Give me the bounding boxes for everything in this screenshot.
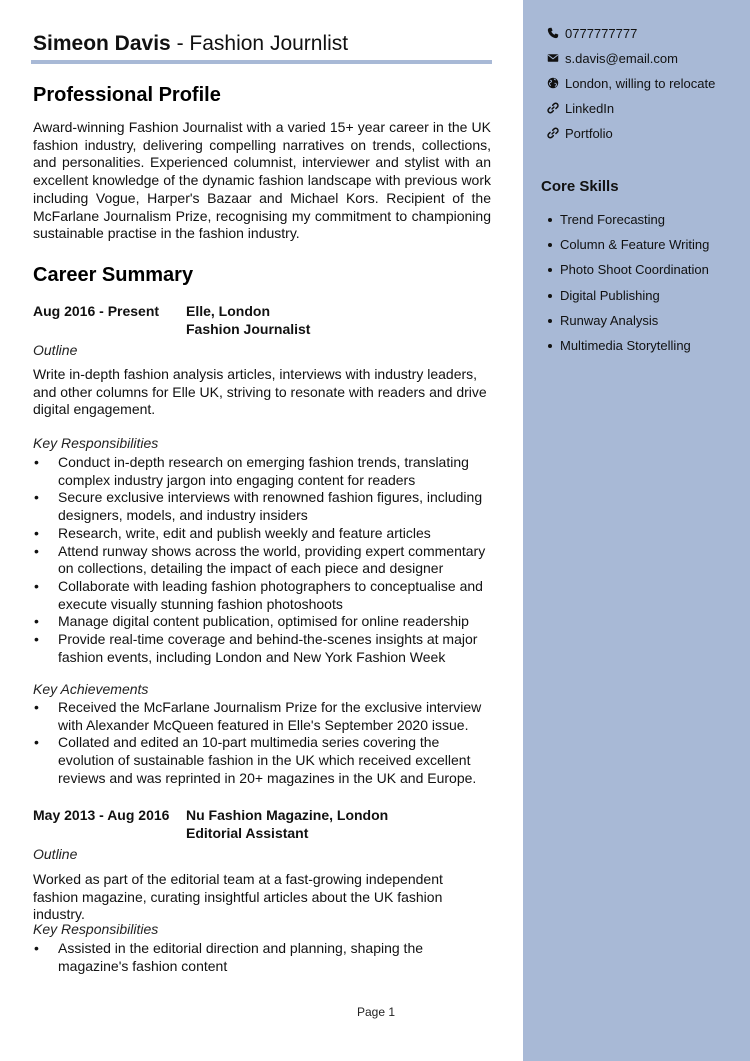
skill-item: Digital Publishing (547, 283, 709, 308)
contact-text: Portfolio (565, 126, 613, 141)
job-dates: May 2013 - Aug 2016 (33, 807, 170, 823)
contact-email[interactable] (547, 50, 678, 68)
skill-item: Photo Shoot Coordination (547, 257, 709, 282)
job-role: Fashion Journalist (186, 321, 311, 337)
list-item: • Collaborate with leading fashion photographers to conceptualise and execute visually stunning fashion photoshoots (33, 578, 491, 613)
list-item: • Conduct in-depth research on emerging fashion trends, translating complex industry jargon into engaging content for readers (33, 454, 491, 489)
job-dates: Aug 2016 - Present (33, 303, 160, 319)
contact-text: LinkedIn (565, 101, 615, 116)
list-item: • Provide real-time coverage and behind-the-scenes insights at major fashion events, including London and New York Fashion Week (33, 631, 491, 666)
contact-linkedin[interactable] (547, 100, 614, 118)
phone-icon (547, 27, 559, 39)
list-item: • Research, write, edit and publish weekly and feature articles (33, 525, 491, 543)
responsibilities-label: Key Responsibilities (33, 921, 159, 937)
skill-item: Runway Analysis (547, 308, 709, 333)
list-item: • Assisted in the editorial direction and planning, shaping the magazine's fashion content (33, 940, 491, 975)
contact-text: s.davis@email.com (565, 51, 678, 66)
link-icon (547, 102, 559, 114)
link-icon (547, 127, 559, 139)
profile-heading: Professional Profile (33, 84, 221, 106)
achievements-label: Key Achievements (33, 681, 149, 697)
job-employer: Elle, London (186, 303, 270, 319)
header-divider (31, 60, 492, 64)
responsibilities-list (33, 940, 491, 975)
list-item: • Collated and edited an 10-part multimedia series covering the evolution of sustainable fashion in the UK which received excellent reviews and was reprinted in 20+ magazines in the UK and Europe. (33, 734, 491, 787)
contact-portfolio[interactable] (547, 125, 613, 143)
job-title: - Fashion Journlist (176, 32, 349, 55)
contact-text: 0777777777 (565, 26, 638, 41)
candidate-name: Simeon Davis (33, 32, 171, 55)
contact-text: London, willing to relocate (565, 76, 716, 91)
list-item: • Manage digital content publication, optimised for online readership (33, 613, 491, 631)
page-number: Page 1 (357, 1005, 396, 1019)
outline-label: Outline (33, 342, 78, 358)
responsibilities-label: Key Responsibilities (33, 435, 159, 451)
contact-phone (547, 25, 637, 43)
skill-item: Trend Forecasting (547, 207, 709, 232)
envelope-icon (547, 52, 559, 64)
job-outline: Write in-depth fashion analysis articles, interviews with industry leaders, and other columns for Elle UK, striving to resonate with readers and drive digital engagement. (33, 366, 487, 418)
list-item: • Received the McFarlane Journalism Prize for the exclusive interview with Alexander McQueen featured in Elle's September 2020 issue. (33, 699, 491, 734)
job-role: Editorial Assistant (186, 825, 309, 841)
skill-item: Column & Feature Writing (547, 232, 709, 257)
skill-item: Multimedia Storytelling (547, 333, 709, 358)
list-item: • Secure exclusive interviews with renowned fashion figures, including designers, models, and industry insiders (33, 489, 491, 524)
achievements-list (33, 699, 491, 788)
profile-text: Award-winning Fashion Journalist with a varied 15+ year career in the UK fashion industry, delivering compelling narratives on trends, collections, and personalities. Experienced columnist, interviewer and stylist with an excellent knowledge of the dynamic fashion landscape with previous work including Vogue, Harper's Bazaar and Michael Kors. Recipient of the McFarlane Journalism Prize, recognising my commitment to championing sustainable practise in the fashion industry. (33, 119, 491, 242)
responsibilities-list (33, 454, 491, 666)
contact-location (547, 75, 715, 93)
career-heading: Career Summary (33, 264, 194, 286)
skills-heading: Core Skills (541, 178, 619, 195)
name-title-line (33, 31, 348, 57)
job-outline: Worked as part of the editorial team at a fast-growing independent fashion magazine, curating insightful articles about the UK fashion industry. (33, 871, 443, 923)
skills-list (547, 207, 709, 358)
globe-icon (547, 77, 559, 89)
job-employer: Nu Fashion Magazine, London (186, 807, 389, 823)
outline-label: Outline (33, 846, 78, 862)
list-item: • Attend runway shows across the world, providing expert commentary on collections, detailing the impact of each piece and designer (33, 543, 491, 578)
sidebar (523, 0, 750, 1061)
